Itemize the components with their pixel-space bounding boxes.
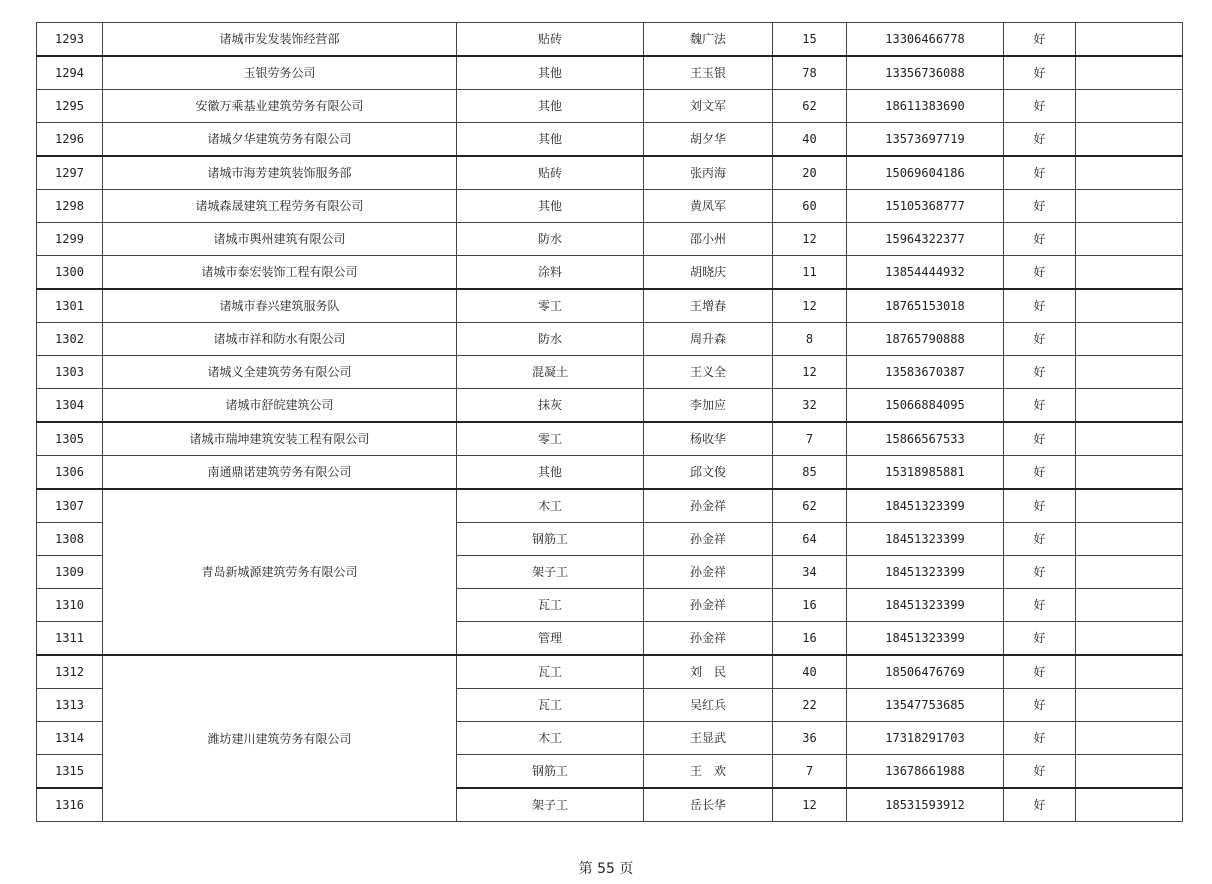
trade-cell: 贴砖 <box>457 23 644 57</box>
phone-number-cell: 18451323399 <box>847 589 1004 622</box>
worker-count-cell: 12 <box>773 788 847 822</box>
phone-number-cell: 18451323399 <box>847 622 1004 656</box>
trade-cell: 木工 <box>457 722 644 755</box>
worker-count-cell: 20 <box>773 156 847 190</box>
trade-cell: 架子工 <box>457 788 644 822</box>
note-cell <box>1076 56 1183 90</box>
row-number-cell: 1307 <box>37 489 103 523</box>
trade-cell: 瓦工 <box>457 655 644 689</box>
row-number-cell: 1294 <box>37 56 103 90</box>
company-name-cell: 潍坊建川建筑劳务有限公司 <box>103 655 457 822</box>
row-number-cell: 1301 <box>37 289 103 323</box>
worker-count-cell: 60 <box>773 190 847 223</box>
worker-count-cell: 22 <box>773 689 847 722</box>
worker-count-cell: 85 <box>773 456 847 490</box>
rating-cell: 好 <box>1004 156 1076 190</box>
note-cell <box>1076 289 1183 323</box>
worker-count-cell: 34 <box>773 556 847 589</box>
worker-count-cell: 7 <box>773 755 847 789</box>
page-number: 第 55 页 <box>578 861 634 877</box>
trade-cell: 架子工 <box>457 556 644 589</box>
row-number-cell: 1302 <box>37 323 103 356</box>
trade-cell: 瓦工 <box>457 689 644 722</box>
contact-person-cell: 吴红兵 <box>644 689 773 722</box>
phone-number-cell: 15066884095 <box>847 389 1004 423</box>
note-cell <box>1076 323 1183 356</box>
contact-person-cell: 周升森 <box>644 323 773 356</box>
company-name-cell: 诸城夕华建筑劳务有限公司 <box>103 123 457 157</box>
contact-person-cell: 孙金祥 <box>644 622 773 656</box>
trade-cell: 钢筋工 <box>457 755 644 789</box>
note-cell <box>1076 156 1183 190</box>
trade-cell: 零工 <box>457 289 644 323</box>
row-number-cell: 1311 <box>37 622 103 656</box>
trade-cell: 其他 <box>457 56 644 90</box>
contact-person-cell: 邱文俊 <box>644 456 773 490</box>
rating-cell: 好 <box>1004 356 1076 389</box>
row-number-cell: 1305 <box>37 422 103 456</box>
rating-cell: 好 <box>1004 456 1076 490</box>
rating-cell: 好 <box>1004 289 1076 323</box>
rating-cell: 好 <box>1004 323 1076 356</box>
worker-count-cell: 15 <box>773 23 847 57</box>
row-number-cell: 1315 <box>37 755 103 789</box>
company-name-cell: 诸城市春兴建筑服务队 <box>103 289 457 323</box>
phone-number-cell: 13678661988 <box>847 755 1004 789</box>
trade-cell: 其他 <box>457 190 644 223</box>
rating-cell: 好 <box>1004 123 1076 157</box>
trade-cell: 涂料 <box>457 256 644 290</box>
rating-cell: 好 <box>1004 523 1076 556</box>
table-row <box>37 123 1183 157</box>
rating-cell: 好 <box>1004 23 1076 57</box>
trade-cell: 其他 <box>457 90 644 123</box>
worker-count-cell: 16 <box>773 589 847 622</box>
row-number-cell: 1293 <box>37 23 103 57</box>
table-row <box>37 56 1183 90</box>
row-number-cell: 1309 <box>37 556 103 589</box>
trade-cell: 防水 <box>457 223 644 256</box>
worker-count-cell: 64 <box>773 523 847 556</box>
row-number-cell: 1303 <box>37 356 103 389</box>
company-name-cell: 安徽万乘基业建筑劳务有限公司 <box>103 90 457 123</box>
contact-person-cell: 王义全 <box>644 356 773 389</box>
phone-number-cell: 18506476769 <box>847 655 1004 689</box>
trade-cell: 木工 <box>457 489 644 523</box>
table-row <box>37 489 1183 523</box>
rating-cell: 好 <box>1004 722 1076 755</box>
note-cell <box>1076 389 1183 423</box>
worker-count-cell: 40 <box>773 123 847 157</box>
company-name-cell: 南通鼎诺建筑劳务有限公司 <box>103 456 457 490</box>
worker-count-cell: 11 <box>773 256 847 290</box>
phone-number-cell: 18611383690 <box>847 90 1004 123</box>
company-name-cell: 青岛新城源建筑劳务有限公司 <box>103 489 457 655</box>
table-row <box>37 456 1183 490</box>
phone-number-cell: 18451323399 <box>847 489 1004 523</box>
rating-cell: 好 <box>1004 489 1076 523</box>
worker-count-cell: 62 <box>773 489 847 523</box>
trade-cell: 零工 <box>457 422 644 456</box>
note-cell <box>1076 589 1183 622</box>
rating-cell: 好 <box>1004 622 1076 656</box>
contact-person-cell: 孙金祥 <box>644 556 773 589</box>
row-number-cell: 1296 <box>37 123 103 157</box>
row-number-cell: 1295 <box>37 90 103 123</box>
worker-count-cell: 36 <box>773 722 847 755</box>
rating-cell: 好 <box>1004 655 1076 689</box>
trade-cell: 管理 <box>457 622 644 656</box>
contact-person-cell: 张丙海 <box>644 156 773 190</box>
worker-count-cell: 16 <box>773 622 847 656</box>
trade-cell: 防水 <box>457 323 644 356</box>
phone-number-cell: 18765790888 <box>847 323 1004 356</box>
rating-cell: 好 <box>1004 256 1076 290</box>
note-cell <box>1076 422 1183 456</box>
table-row <box>37 356 1183 389</box>
note-cell <box>1076 456 1183 490</box>
worker-count-cell: 62 <box>773 90 847 123</box>
phone-number-cell: 15866567533 <box>847 422 1004 456</box>
row-number-cell: 1316 <box>37 788 103 822</box>
worker-count-cell: 40 <box>773 655 847 689</box>
contact-person-cell: 岳长华 <box>644 788 773 822</box>
worker-count-cell: 7 <box>773 422 847 456</box>
phone-number-cell: 13306466778 <box>847 23 1004 57</box>
worker-count-cell: 32 <box>773 389 847 423</box>
rating-cell: 好 <box>1004 389 1076 423</box>
phone-number-cell: 13583670387 <box>847 356 1004 389</box>
trade-cell: 钢筋工 <box>457 523 644 556</box>
table-row <box>37 323 1183 356</box>
rating-cell: 好 <box>1004 689 1076 722</box>
rating-cell: 好 <box>1004 788 1076 822</box>
row-number-cell: 1306 <box>37 456 103 490</box>
table-row <box>37 256 1183 290</box>
phone-number-cell: 13356736088 <box>847 56 1004 90</box>
row-number-cell: 1304 <box>37 389 103 423</box>
company-name-cell: 诸城义全建筑劳务有限公司 <box>103 356 457 389</box>
note-cell <box>1076 556 1183 589</box>
row-number-cell: 1312 <box>37 655 103 689</box>
table-body <box>37 23 1183 822</box>
worker-count-cell: 12 <box>773 289 847 323</box>
row-number-cell: 1308 <box>37 523 103 556</box>
table-row <box>37 289 1183 323</box>
phone-number-cell: 15069604186 <box>847 156 1004 190</box>
note-cell <box>1076 755 1183 789</box>
rating-cell: 好 <box>1004 190 1076 223</box>
contact-person-cell: 李加应 <box>644 389 773 423</box>
contact-person-cell: 黄凤军 <box>644 190 773 223</box>
rating-cell: 好 <box>1004 56 1076 90</box>
phone-number-cell: 13854444932 <box>847 256 1004 290</box>
trade-cell: 混凝土 <box>457 356 644 389</box>
note-cell <box>1076 655 1183 689</box>
table-row <box>37 23 1183 57</box>
company-name-cell: 诸城森晟建筑工程劳务有限公司 <box>103 190 457 223</box>
worker-count-cell: 78 <box>773 56 847 90</box>
phone-number-cell: 18451323399 <box>847 523 1004 556</box>
company-name-cell: 诸城市瑞坤建筑安装工程有限公司 <box>103 422 457 456</box>
phone-number-cell: 18531593912 <box>847 788 1004 822</box>
note-cell <box>1076 190 1183 223</box>
rating-cell: 好 <box>1004 589 1076 622</box>
row-number-cell: 1310 <box>37 589 103 622</box>
phone-number-cell: 15318985881 <box>847 456 1004 490</box>
contact-person-cell: 王 欢 <box>644 755 773 789</box>
row-number-cell: 1313 <box>37 689 103 722</box>
note-cell <box>1076 689 1183 722</box>
contact-person-cell: 孙金祥 <box>644 589 773 622</box>
worker-count-cell: 12 <box>773 356 847 389</box>
rating-cell: 好 <box>1004 556 1076 589</box>
contact-person-cell: 孙金祥 <box>644 523 773 556</box>
table-row <box>37 655 1183 689</box>
note-cell <box>1076 622 1183 656</box>
worker-count-cell: 8 <box>773 323 847 356</box>
note-cell <box>1076 256 1183 290</box>
phone-number-cell: 18765153018 <box>847 289 1004 323</box>
company-name-cell: 诸城市舆州建筑有限公司 <box>103 223 457 256</box>
table-row <box>37 190 1183 223</box>
company-name-cell: 诸城市祥和防水有限公司 <box>103 323 457 356</box>
contact-person-cell: 魏广法 <box>644 23 773 57</box>
company-name-cell: 诸城市泰宏装饰工程有限公司 <box>103 256 457 290</box>
contact-person-cell: 邵小州 <box>644 223 773 256</box>
contact-person-cell: 胡晓庆 <box>644 256 773 290</box>
contact-person-cell: 王显武 <box>644 722 773 755</box>
phone-number-cell: 13547753685 <box>847 689 1004 722</box>
row-number-cell: 1299 <box>37 223 103 256</box>
table-row <box>37 156 1183 190</box>
contact-person-cell: 孙金祥 <box>644 489 773 523</box>
note-cell <box>1076 722 1183 755</box>
phone-number-cell: 13573697719 <box>847 123 1004 157</box>
rating-cell: 好 <box>1004 755 1076 789</box>
company-name-cell: 玉银劳务公司 <box>103 56 457 90</box>
contact-person-cell: 刘 民 <box>644 655 773 689</box>
note-cell <box>1076 523 1183 556</box>
contact-person-cell: 胡夕华 <box>644 123 773 157</box>
note-cell <box>1076 489 1183 523</box>
phone-number-cell: 15964322377 <box>847 223 1004 256</box>
trade-cell: 其他 <box>457 123 644 157</box>
row-number-cell: 1298 <box>37 190 103 223</box>
contractor-table <box>36 22 1183 822</box>
company-name-cell: 诸城市海芳建筑装饰服务部 <box>103 156 457 190</box>
note-cell <box>1076 788 1183 822</box>
rating-cell: 好 <box>1004 90 1076 123</box>
note-cell <box>1076 90 1183 123</box>
phone-number-cell: 15105368777 <box>847 190 1004 223</box>
contact-person-cell: 王增春 <box>644 289 773 323</box>
company-name-cell: 诸城市舒皖建筑公司 <box>103 389 457 423</box>
note-cell <box>1076 223 1183 256</box>
trade-cell: 其他 <box>457 456 644 490</box>
table-row <box>37 422 1183 456</box>
contact-person-cell: 王玉银 <box>644 56 773 90</box>
phone-number-cell: 18451323399 <box>847 556 1004 589</box>
trade-cell: 瓦工 <box>457 589 644 622</box>
note-cell <box>1076 123 1183 157</box>
row-number-cell: 1314 <box>37 722 103 755</box>
table-row <box>37 389 1183 423</box>
rating-cell: 好 <box>1004 422 1076 456</box>
phone-number-cell: 17318291703 <box>847 722 1004 755</box>
contact-person-cell: 杨收华 <box>644 422 773 456</box>
row-number-cell: 1297 <box>37 156 103 190</box>
contact-person-cell: 刘文军 <box>644 90 773 123</box>
note-cell <box>1076 23 1183 57</box>
table-row <box>37 223 1183 256</box>
note-cell <box>1076 356 1183 389</box>
company-name-cell: 诸城市发发装饰经营部 <box>103 23 457 57</box>
table-row <box>37 90 1183 123</box>
trade-cell: 抹灰 <box>457 389 644 423</box>
worker-count-cell: 12 <box>773 223 847 256</box>
rating-cell: 好 <box>1004 223 1076 256</box>
trade-cell: 贴砖 <box>457 156 644 190</box>
row-number-cell: 1300 <box>37 256 103 290</box>
